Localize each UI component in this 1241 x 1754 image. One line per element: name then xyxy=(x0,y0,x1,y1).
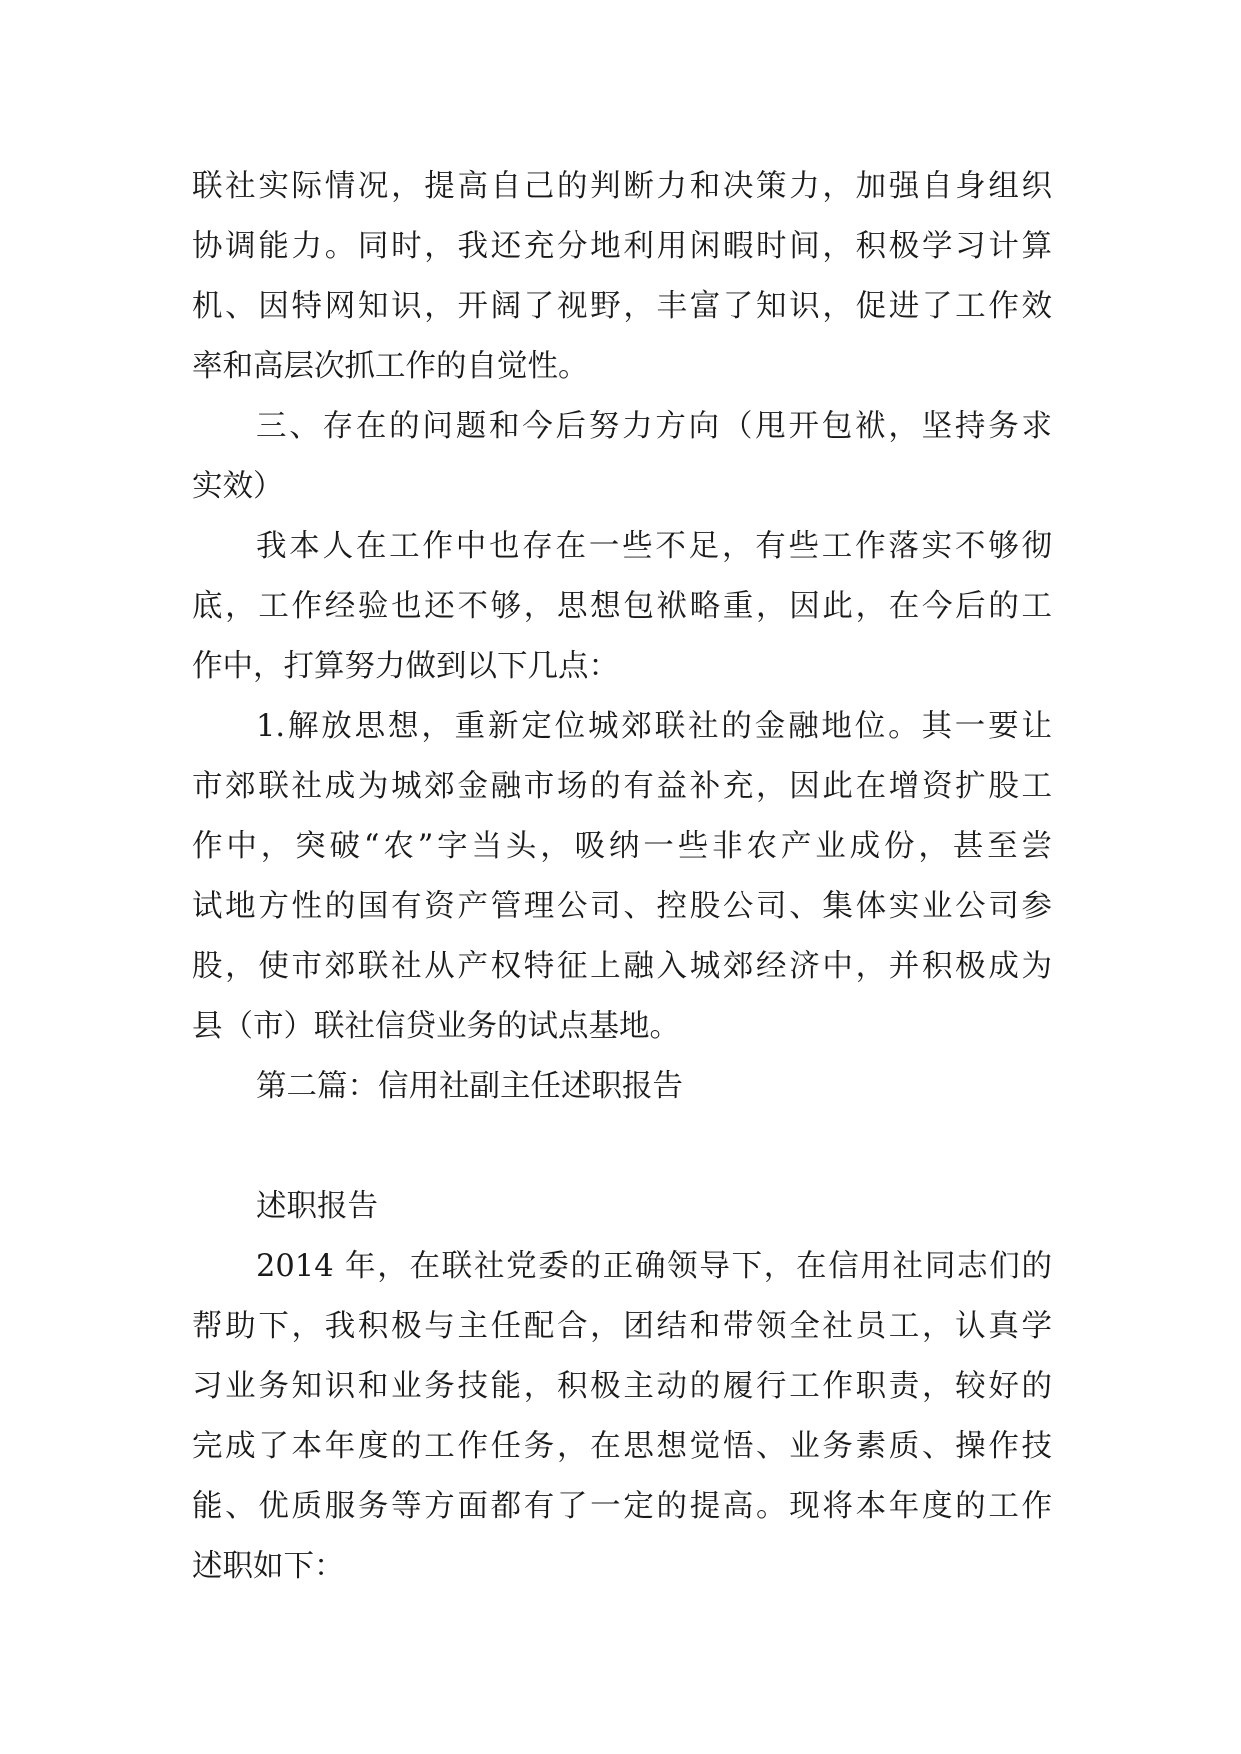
section-heading-continued: 实效） xyxy=(192,469,284,504)
chapter-title: 第二篇：信用社副主任述职报告 xyxy=(256,1069,683,1104)
body-line: 作中，打算努力做到以下几点： xyxy=(192,649,619,684)
numbered-item: 1.解放思想，重新定位城郊联社的金融地位。其一要让 xyxy=(256,709,1052,744)
body-line: 习业务知识和业务技能，积极主动的履行工作职责，较好的 xyxy=(192,1369,1052,1404)
body-line: 市郊联社成为城郊金融市场的有益补充，因此在增资扩股工 xyxy=(192,769,1052,804)
body-line: 2014 年，在联社党委的正确领导下，在信用社同志们的 xyxy=(256,1249,1052,1284)
body-line: 试地方性的国有资产管理公司、控股公司、集体实业公司参 xyxy=(192,889,1052,924)
body-line: 协调能力。同时，我还充分地利用闲暇时间，积极学习计算 xyxy=(192,229,1052,264)
body-line: 底，工作经验也还不够，思想包袱略重，因此，在今后的工 xyxy=(192,589,1052,624)
report-title: 述职报告 xyxy=(256,1189,378,1224)
body-line: 我本人在工作中也存在一些不足，有些工作落实不够彻 xyxy=(256,529,1052,564)
body-line: 县（市）联社信贷业务的试点基地。 xyxy=(192,1009,680,1044)
body-line: 股，使市郊联社从产权特征上融入城郊经济中，并积极成为 xyxy=(192,949,1052,984)
body-line: 能、优质服务等方面都有了一定的提高。现将本年度的工作 xyxy=(192,1489,1052,1524)
body-line: 帮助下，我积极与主任配合，团结和带领全社员工，认真学 xyxy=(192,1309,1052,1344)
body-line: 机、因特网知识，开阔了视野，丰富了知识，促进了工作效 xyxy=(192,289,1052,324)
section-heading: 三、存在的问题和今后努力方向（甩开包袱，坚持务求 xyxy=(256,409,1052,444)
body-line: 述职如下： xyxy=(192,1549,345,1584)
body-line: 率和高层次抓工作的自觉性。 xyxy=(192,349,589,384)
body-line: 完成了本年度的工作任务，在思想觉悟、业务素质、操作技 xyxy=(192,1429,1052,1464)
body-line: 作中，突破“农”字当头，吸纳一些非农产业成份，甚至尝 xyxy=(192,829,1052,864)
body-line: 联社实际情况，提高自己的判断力和决策力，加强自身组织 xyxy=(192,169,1052,204)
